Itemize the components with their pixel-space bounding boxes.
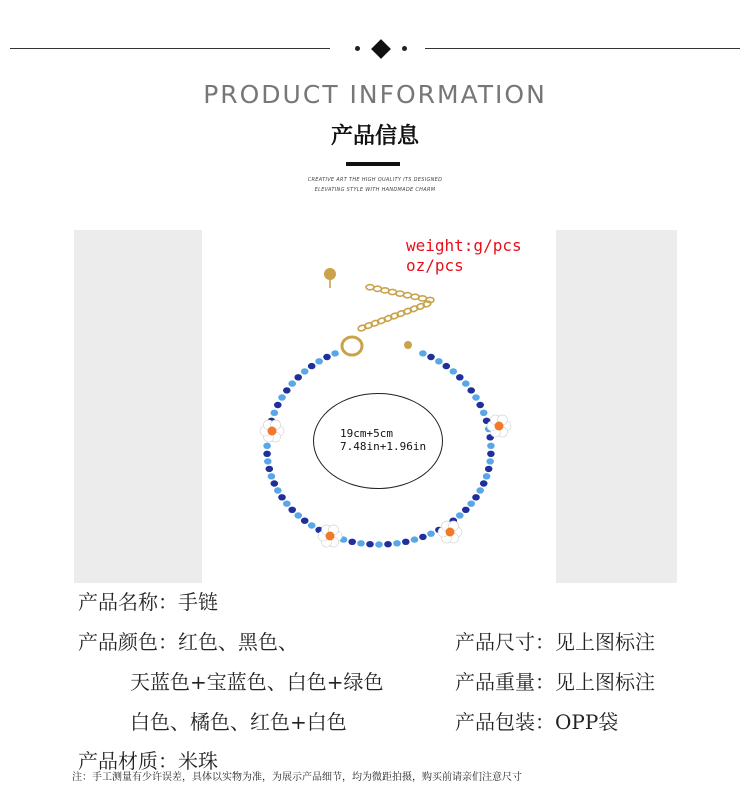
section-title-cn: 产品信息 bbox=[330, 124, 419, 149]
bead bbox=[456, 512, 464, 518]
flower-center bbox=[495, 422, 504, 431]
end-bead bbox=[324, 268, 336, 280]
bead bbox=[308, 522, 316, 528]
bead bbox=[266, 466, 274, 472]
bead bbox=[263, 451, 271, 457]
product-color-line-1: 产品颜色：红色、黑色、 bbox=[78, 630, 298, 654]
size-line-1: 19cm+5cm bbox=[340, 427, 393, 440]
dot-icon bbox=[355, 46, 360, 51]
bead bbox=[450, 368, 458, 374]
bead bbox=[384, 541, 392, 547]
header-rule-right bbox=[425, 48, 740, 49]
bead bbox=[331, 350, 339, 356]
bead bbox=[283, 501, 291, 507]
weight-label bbox=[406, 236, 522, 276]
bead bbox=[476, 487, 484, 493]
bead bbox=[427, 531, 435, 537]
bead bbox=[443, 363, 451, 369]
bead bbox=[472, 494, 480, 500]
bead bbox=[480, 480, 488, 486]
bead bbox=[268, 473, 276, 479]
disclaimer-note: 注：手工测量有少许误差，具体以实物为准，为展示产品细节，均为微距拍摄，购买前请亲们注意尺寸 bbox=[72, 772, 522, 783]
bead bbox=[278, 494, 286, 500]
clasp bbox=[342, 337, 362, 355]
bead bbox=[263, 443, 271, 449]
bead bbox=[411, 536, 419, 542]
bead bbox=[301, 368, 309, 374]
chain-link bbox=[366, 285, 374, 290]
diamond-icon bbox=[371, 39, 391, 59]
bead bbox=[486, 458, 494, 464]
dot-icon bbox=[402, 46, 407, 51]
bead bbox=[278, 394, 286, 400]
bead bbox=[419, 350, 427, 356]
bead bbox=[348, 539, 356, 545]
jump-ring bbox=[404, 341, 412, 349]
bead bbox=[487, 443, 495, 449]
decorative-tagline-2: ELEVATING STYLE WITH HANDMADE CHARM bbox=[314, 187, 436, 193]
bead bbox=[419, 534, 427, 540]
bead bbox=[294, 374, 302, 380]
product-color-line-3: 白色、橘色、红色+白色 bbox=[130, 710, 347, 734]
header-rule-left bbox=[10, 48, 330, 49]
size-line-2: 7.48in+1.96in bbox=[340, 440, 427, 453]
weight-line-1: weight:g/pcs bbox=[406, 236, 522, 255]
product-color-line-2: 天蓝色+宝蓝色、白色+绿色 bbox=[130, 670, 384, 694]
product-size: 产品尺寸：见上图标注 bbox=[455, 630, 655, 654]
bead bbox=[323, 354, 331, 360]
bead bbox=[366, 541, 374, 547]
bead bbox=[483, 473, 491, 479]
bead bbox=[288, 507, 296, 513]
bead bbox=[487, 451, 495, 457]
weight-line-2: oz/pcs bbox=[406, 256, 464, 275]
bead bbox=[476, 402, 484, 408]
bead bbox=[462, 507, 470, 513]
bead bbox=[301, 518, 309, 524]
bead bbox=[485, 466, 493, 472]
bead bbox=[456, 374, 464, 380]
flower-center bbox=[446, 528, 455, 537]
decorative-tagline-1: CREATIVE ART THE HIGH QUALITY ITS DESIGNED bbox=[307, 177, 443, 183]
bead bbox=[283, 387, 291, 393]
bead bbox=[288, 380, 296, 386]
bead bbox=[271, 480, 279, 486]
bead bbox=[308, 363, 316, 369]
bead bbox=[294, 512, 302, 518]
bead bbox=[467, 501, 475, 507]
bead bbox=[435, 358, 443, 364]
bead bbox=[427, 354, 435, 360]
bead bbox=[357, 540, 365, 546]
bead bbox=[462, 380, 470, 386]
bead bbox=[480, 410, 488, 416]
bead bbox=[274, 487, 282, 493]
product-weight: 产品重量：见上图标注 bbox=[455, 670, 655, 694]
bead bbox=[271, 410, 279, 416]
flower-center bbox=[268, 427, 277, 436]
size-callout bbox=[340, 427, 426, 453]
bead bbox=[472, 394, 480, 400]
bead bbox=[467, 387, 475, 393]
section-title-en: PRODUCT INFORMATION bbox=[203, 80, 547, 109]
bead bbox=[315, 358, 323, 364]
bead bbox=[274, 402, 282, 408]
bead bbox=[393, 540, 401, 546]
bead bbox=[375, 541, 383, 547]
bead bbox=[402, 539, 410, 545]
product-name: 产品名称：手链 bbox=[78, 590, 218, 614]
product-package: 产品包装：OPP袋 bbox=[455, 710, 619, 734]
flower-center bbox=[326, 532, 335, 541]
bead bbox=[264, 458, 272, 464]
title-underline bbox=[346, 162, 400, 166]
product-material: 产品材质：米珠 bbox=[78, 749, 218, 773]
diamond-ornament-icon bbox=[355, 39, 407, 59]
